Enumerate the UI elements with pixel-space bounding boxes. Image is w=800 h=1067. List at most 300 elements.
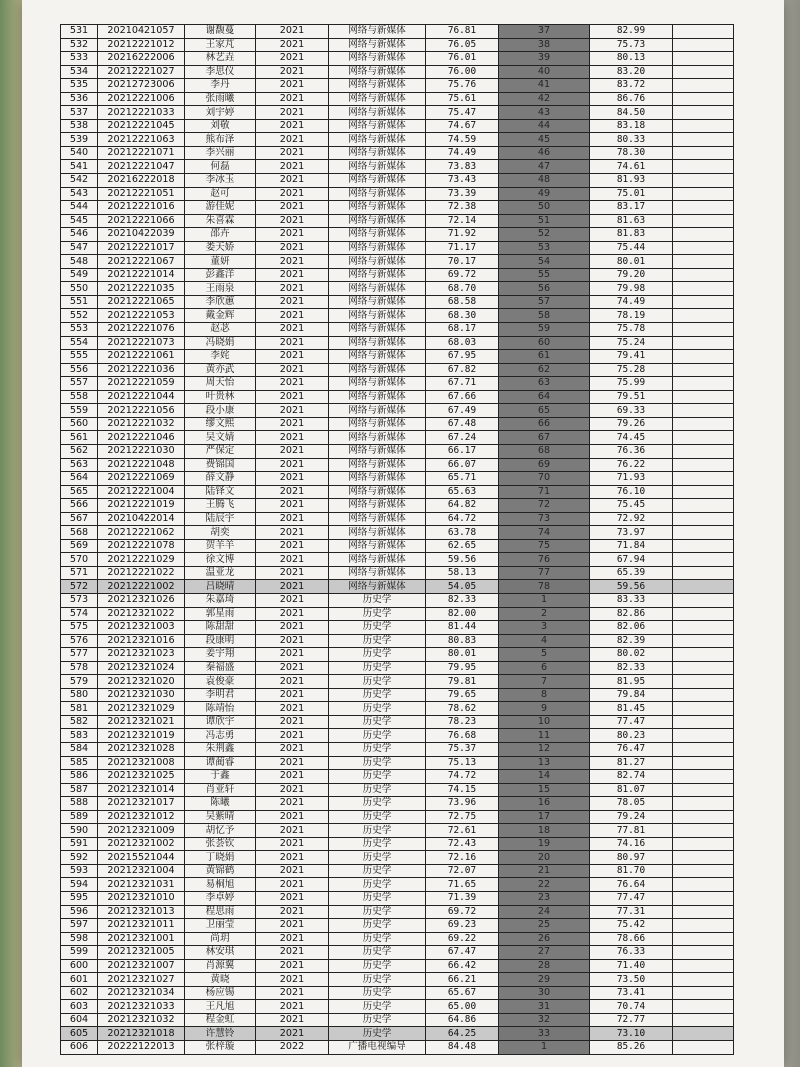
student-id-cell: 20212321034 [98,986,185,1000]
enrollment-year-cell: 2021 [256,526,329,540]
enrollment-year-cell: 2021 [256,837,329,851]
enrollment-year-cell: 2021 [256,512,329,526]
final-score-cell: 80.33 [590,133,673,147]
row-number-cell: 604 [61,1013,98,1027]
rank-cell: 56 [499,282,590,296]
row-number-cell: 601 [61,973,98,987]
student-id-cell: 20212221053 [98,309,185,323]
rank-cell: 59 [499,323,590,337]
final-score-cell: 77.47 [590,715,673,729]
enrollment-year-cell: 2021 [256,661,329,675]
student-id-cell: 20212221048 [98,458,185,472]
rank-cell: 78 [499,580,590,594]
enrollment-year-cell: 2021 [256,715,329,729]
score-cell: 72.16 [426,851,499,865]
score-cell: 68.58 [426,295,499,309]
score-cell: 68.03 [426,336,499,350]
table-row [61,119,734,133]
table-row [61,526,734,540]
rank-cell: 12 [499,742,590,756]
major-cell: 历史学 [329,810,426,824]
rank-cell: 7 [499,675,590,689]
student-name-cell: 王家芃 [185,38,256,52]
enrollment-year-cell: 2021 [256,919,329,933]
major-cell: 网络与新媒体 [329,92,426,106]
score-cell: 69.23 [426,919,499,933]
enrollment-year-cell: 2021 [256,133,329,147]
student-id-cell: 20210422014 [98,512,185,526]
student-id-cell: 20212321009 [98,824,185,838]
student-name-cell: 姜宇翔 [185,648,256,662]
row-number-cell: 533 [61,52,98,66]
final-score-cell: 75.28 [590,363,673,377]
score-cell: 79.81 [426,675,499,689]
score-cell: 67.24 [426,431,499,445]
score-cell: 69.72 [426,905,499,919]
blank-cell [673,377,734,391]
row-number-cell: 549 [61,268,98,282]
row-number-cell: 537 [61,106,98,120]
row-number-cell: 603 [61,1000,98,1014]
table-row [61,363,734,377]
rank-cell: 54 [499,255,590,269]
blank-cell [673,431,734,445]
student-id-cell: 20212321002 [98,837,185,851]
score-cell: 76.05 [426,38,499,52]
enrollment-year-cell: 2021 [256,932,329,946]
final-score-cell: 83.33 [590,593,673,607]
row-number-cell: 550 [61,282,98,296]
final-score-cell: 75.99 [590,377,673,391]
major-cell: 历史学 [329,607,426,621]
table-row [61,228,734,242]
student-name-cell: 游佳妮 [185,201,256,215]
table-row [61,377,734,391]
major-cell: 广播电视编导 [329,1041,426,1055]
final-score-cell: 72.92 [590,512,673,526]
blank-cell [673,52,734,66]
major-cell: 网络与新媒体 [329,417,426,431]
table-row [61,986,734,1000]
student-name-cell: 李兴丽 [185,146,256,160]
table-row [61,742,734,756]
enrollment-year-cell: 2021 [256,864,329,878]
blank-cell [673,512,734,526]
enrollment-year-cell: 2021 [256,553,329,567]
final-score-cell: 79.20 [590,268,673,282]
enrollment-year-cell: 2021 [256,824,329,838]
final-score-cell: 79.51 [590,390,673,404]
score-cell: 69.22 [426,932,499,946]
rank-cell: 68 [499,444,590,458]
score-cell: 64.86 [426,1013,499,1027]
rank-cell: 23 [499,892,590,906]
final-score-cell: 79.84 [590,688,673,702]
row-number-cell: 570 [61,553,98,567]
final-score-cell: 73.50 [590,973,673,987]
table-row [61,255,734,269]
table-row [61,770,734,784]
blank-cell [673,702,734,716]
enrollment-year-cell: 2021 [256,621,329,635]
row-number-cell: 586 [61,770,98,784]
final-score-cell: 79.26 [590,417,673,431]
enrollment-year-cell: 2021 [256,106,329,120]
student-name-cell: 张荟钦 [185,837,256,851]
row-number-cell: 605 [61,1027,98,1041]
score-cell: 68.17 [426,323,499,337]
enrollment-year-cell: 2021 [256,1027,329,1041]
blank-cell [673,25,734,39]
student-id-cell: 20212321008 [98,756,185,770]
row-number-cell: 558 [61,390,98,404]
student-name-cell: 陈靖怡 [185,702,256,716]
table-row [61,648,734,662]
row-number-cell: 542 [61,174,98,188]
student-name-cell: 赵苾 [185,323,256,337]
table-row [61,336,734,350]
blank-cell [673,986,734,1000]
student-name-cell: 戴金辉 [185,309,256,323]
score-cell: 78.23 [426,715,499,729]
final-score-cell: 70.74 [590,1000,673,1014]
final-score-cell: 82.74 [590,770,673,784]
score-cell: 67.95 [426,350,499,364]
blank-cell [673,621,734,635]
enrollment-year-cell: 2021 [256,539,329,553]
score-cell: 66.07 [426,458,499,472]
rank-cell: 76 [499,553,590,567]
score-cell: 72.43 [426,837,499,851]
student-id-cell: 20216222018 [98,174,185,188]
student-id-cell: 20212221056 [98,404,185,418]
score-cell: 66.42 [426,959,499,973]
student-id-cell: 20212221078 [98,539,185,553]
enrollment-year-cell: 2021 [256,79,329,93]
row-number-cell: 587 [61,783,98,797]
row-number-cell: 548 [61,255,98,269]
row-number-cell: 595 [61,892,98,906]
blank-cell [673,756,734,770]
student-id-cell: 20212321030 [98,688,185,702]
rank-cell: 22 [499,878,590,892]
table-row [61,539,734,553]
table-row [61,566,734,580]
student-id-cell: 20212321001 [98,932,185,946]
blank-cell [673,268,734,282]
student-name-cell: 段小康 [185,404,256,418]
rank-cell: 50 [499,201,590,215]
final-score-cell: 76.22 [590,458,673,472]
final-score-cell: 79.41 [590,350,673,364]
final-score-cell: 85.26 [590,1041,673,1055]
blank-cell [673,634,734,648]
student-id-cell: 20212321024 [98,661,185,675]
enrollment-year-cell: 2021 [256,566,329,580]
student-id-cell: 20212221002 [98,580,185,594]
enrollment-year-cell: 2021 [256,228,329,242]
enrollment-year-cell: 2021 [256,905,329,919]
blank-cell [673,119,734,133]
final-score-cell: 77.81 [590,824,673,838]
major-cell: 历史学 [329,878,426,892]
score-cell: 71.92 [426,228,499,242]
rank-cell: 3 [499,621,590,635]
major-cell: 网络与新媒体 [329,580,426,594]
rank-cell: 5 [499,648,590,662]
table-row [61,52,734,66]
blank-cell [673,323,734,337]
blank-cell [673,593,734,607]
enrollment-year-cell: 2021 [256,634,329,648]
student-name-cell: 朱嘉琦 [185,593,256,607]
table-row [61,214,734,228]
major-cell: 历史学 [329,919,426,933]
enrollment-year-cell: 2021 [256,38,329,52]
enrollment-year-cell: 2021 [256,675,329,689]
enrollment-year-cell: 2021 [256,404,329,418]
student-name-cell: 胡奕 [185,526,256,540]
table-row [61,160,734,174]
score-cell: 72.07 [426,864,499,878]
major-cell: 历史学 [329,932,426,946]
score-cell: 65.67 [426,986,499,1000]
final-score-cell: 75.42 [590,919,673,933]
table-row [61,851,734,865]
final-score-cell: 78.30 [590,146,673,160]
blank-cell [673,201,734,215]
student-id-cell: 20212321031 [98,878,185,892]
major-cell: 网络与新媒体 [329,472,426,486]
student-id-cell: 20212221063 [98,133,185,147]
student-id-cell: 20210422039 [98,228,185,242]
row-number-cell: 554 [61,336,98,350]
rank-cell: 31 [499,1000,590,1014]
enrollment-year-cell: 2021 [256,214,329,228]
rank-cell: 67 [499,431,590,445]
blank-cell [673,160,734,174]
rank-cell: 65 [499,404,590,418]
student-name-cell: 程思雨 [185,905,256,919]
row-number-cell: 598 [61,932,98,946]
student-name-cell: 程金虹 [185,1013,256,1027]
table-row [61,675,734,689]
row-number-cell: 602 [61,986,98,1000]
final-score-cell: 81.07 [590,783,673,797]
student-name-cell: 谭蔺睿 [185,756,256,770]
final-score-cell: 79.24 [590,810,673,824]
enrollment-year-cell: 2021 [256,417,329,431]
major-cell: 网络与新媒体 [329,404,426,418]
enrollment-year-cell: 2021 [256,377,329,391]
blank-cell [673,864,734,878]
student-name-cell: 李冰玉 [185,174,256,188]
major-cell: 网络与新媒体 [329,499,426,513]
table-row [61,702,734,716]
blank-cell [673,539,734,553]
student-id-cell: 20212321017 [98,797,185,811]
blank-cell [673,1027,734,1041]
student-id-cell: 20212221022 [98,566,185,580]
student-name-cell: 熊布泽 [185,133,256,147]
score-cell: 74.72 [426,770,499,784]
final-score-cell: 78.05 [590,797,673,811]
student-name-cell: 缪文熙 [185,417,256,431]
final-score-cell: 73.41 [590,986,673,1000]
table-row [61,404,734,418]
major-cell: 历史学 [329,661,426,675]
table-row [61,593,734,607]
major-cell: 网络与新媒体 [329,174,426,188]
student-name-cell: 费锦国 [185,458,256,472]
rank-cell: 55 [499,268,590,282]
final-score-cell: 80.13 [590,52,673,66]
enrollment-year-cell: 2021 [256,65,329,79]
row-number-cell: 531 [61,25,98,39]
major-cell: 网络与新媒体 [329,485,426,499]
score-cell: 67.82 [426,363,499,377]
rank-cell: 57 [499,295,590,309]
student-id-cell: 20212221061 [98,350,185,364]
row-number-cell: 552 [61,309,98,323]
blank-cell [673,783,734,797]
major-cell: 网络与新媒体 [329,79,426,93]
table-row [61,634,734,648]
student-name-cell: 陈曦 [185,797,256,811]
final-score-cell: 81.93 [590,174,673,188]
blank-cell [673,309,734,323]
major-cell: 网络与新媒体 [329,160,426,174]
table-row [61,580,734,594]
major-cell: 历史学 [329,797,426,811]
student-name-cell: 张雨曦 [185,92,256,106]
student-id-cell: 20212221027 [98,65,185,79]
row-number-cell: 560 [61,417,98,431]
final-score-cell: 81.45 [590,702,673,716]
enrollment-year-cell: 2021 [256,146,329,160]
final-score-cell: 79.98 [590,282,673,296]
blank-cell [673,675,734,689]
student-name-cell: 许慧铃 [185,1027,256,1041]
student-id-cell: 20212321016 [98,634,185,648]
blank-cell [673,851,734,865]
blank-cell [673,485,734,499]
student-name-cell: 陆铎文 [185,485,256,499]
score-cell: 54.05 [426,580,499,594]
major-cell: 网络与新媒体 [329,323,426,337]
blank-cell [673,824,734,838]
student-name-cell: 王腾飞 [185,499,256,513]
rank-cell: 70 [499,472,590,486]
blank-cell [673,336,734,350]
score-cell: 67.48 [426,417,499,431]
row-number-cell: 562 [61,444,98,458]
row-number-cell: 567 [61,512,98,526]
student-name-cell: 陈甜甜 [185,621,256,635]
row-number-cell: 581 [61,702,98,716]
final-score-cell: 77.31 [590,905,673,919]
final-score-cell: 86.76 [590,92,673,106]
score-cell: 75.76 [426,79,499,93]
student-id-cell: 20212221019 [98,499,185,513]
student-id-cell: 20212321004 [98,864,185,878]
student-name-cell: 王凡旭 [185,1000,256,1014]
row-number-cell: 563 [61,458,98,472]
rank-cell: 74 [499,526,590,540]
row-number-cell: 573 [61,593,98,607]
rank-cell: 69 [499,458,590,472]
major-cell: 历史学 [329,837,426,851]
student-name-cell: 张梓璇 [185,1041,256,1055]
major-cell: 历史学 [329,702,426,716]
enrollment-year-cell: 2021 [256,648,329,662]
table-row [61,878,734,892]
score-cell: 65.71 [426,472,499,486]
final-score-cell: 82.39 [590,634,673,648]
enrollment-year-cell: 2022 [256,1041,329,1055]
student-name-cell: 尚玥 [185,932,256,946]
score-cell: 74.59 [426,133,499,147]
enrollment-year-cell: 2021 [256,729,329,743]
row-number-cell: 584 [61,742,98,756]
student-name-cell: 吴文婧 [185,431,256,445]
score-cell: 78.62 [426,702,499,716]
table-row [61,1013,734,1027]
blank-cell [673,282,734,296]
row-number-cell: 575 [61,621,98,635]
major-cell: 网络与新媒体 [329,566,426,580]
score-cell: 80.83 [426,634,499,648]
student-id-cell: 20212321014 [98,783,185,797]
rank-cell: 19 [499,837,590,851]
student-id-cell: 20212321033 [98,1000,185,1014]
student-name-cell: 秦福盛 [185,661,256,675]
final-score-cell: 83.72 [590,79,673,93]
student-id-cell: 20212221044 [98,390,185,404]
student-id-cell: 20212221030 [98,444,185,458]
student-name-cell: 李丹 [185,79,256,93]
blank-cell [673,919,734,933]
enrollment-year-cell: 2021 [256,336,329,350]
table-row [61,201,734,215]
score-cell: 82.00 [426,607,499,621]
major-cell: 历史学 [329,715,426,729]
major-cell: 网络与新媒体 [329,241,426,255]
row-number-cell: 556 [61,363,98,377]
blank-cell [673,932,734,946]
score-cell: 62.65 [426,539,499,553]
final-score-cell: 65.39 [590,566,673,580]
major-cell: 网络与新媒体 [329,214,426,228]
table-row [61,553,734,567]
student-id-cell: 20212221065 [98,295,185,309]
student-id-cell: 20212321027 [98,973,185,987]
row-number-cell: 592 [61,851,98,865]
table-row [61,295,734,309]
row-number-cell: 557 [61,377,98,391]
table-row [61,864,734,878]
rank-cell: 15 [499,783,590,797]
enrollment-year-cell: 2021 [256,174,329,188]
student-name-cell: 易桐旭 [185,878,256,892]
row-number-cell: 600 [61,959,98,973]
enrollment-year-cell: 2021 [256,959,329,973]
student-name-cell: 卫丽莹 [185,919,256,933]
major-cell: 网络与新媒体 [329,431,426,445]
student-name-cell: 温亚龙 [185,566,256,580]
blank-cell [673,404,734,418]
score-cell: 67.47 [426,946,499,960]
